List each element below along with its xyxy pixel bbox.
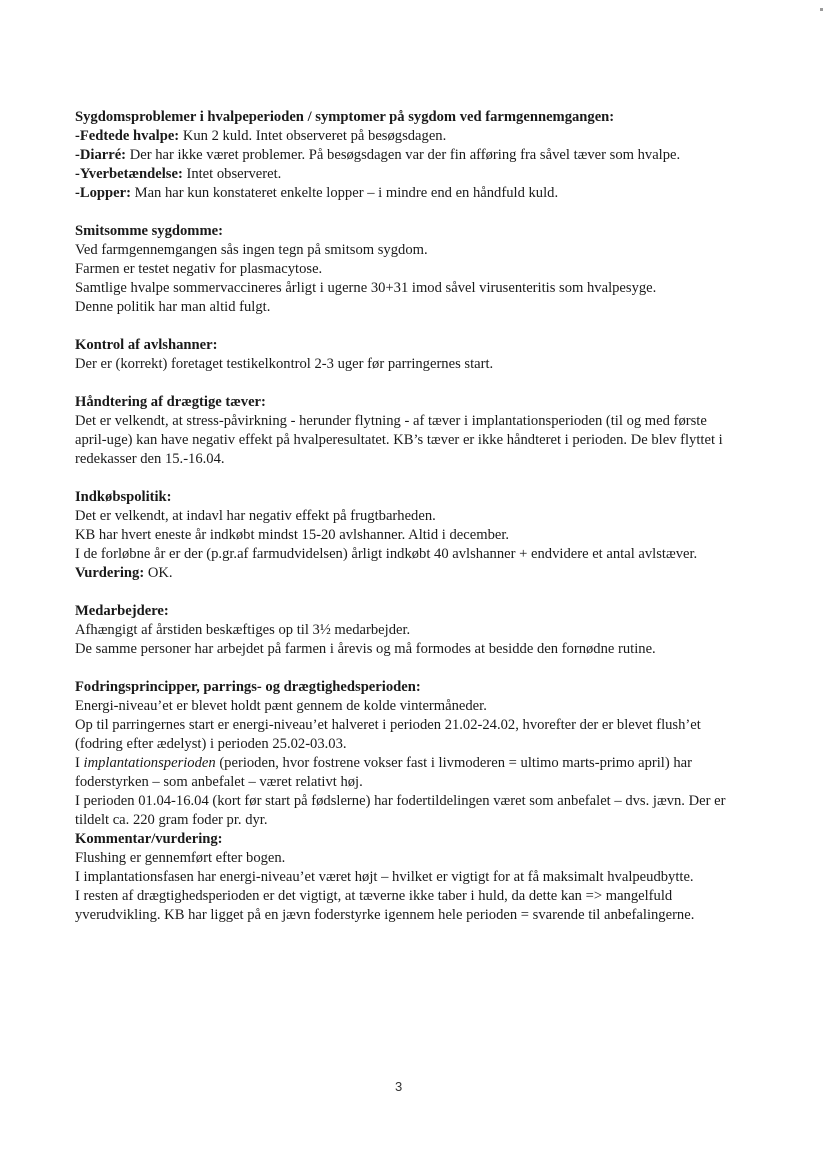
- paragraph-line: I perioden 01.04-16.04 (kort før start på fødslerne) har fodertildelingen været som anbefalet – dvs. jævn. Der er tildelt ca. 220 gram foder pr. dyr.: [75, 793, 726, 828]
- text-prefix: I: [75, 755, 84, 771]
- paragraph-line: Denne politik har man altid fulgt.: [75, 299, 271, 315]
- label-lopper: -Lopper:: [75, 185, 131, 201]
- heading-infectious-diseases: Smitsomme sygdomme:: [75, 223, 223, 239]
- section-purchasing-policy: [75, 488, 740, 583]
- paragraph-line: [75, 754, 740, 792]
- paragraph-line: I implantationsfasen har energi-niveau’et været højt – hvilket er vigtigt for at få maksimalt hvalpeudbytte.: [75, 869, 694, 885]
- text-vurdering: OK.: [144, 565, 173, 581]
- finding-lopper: [75, 184, 740, 203]
- heading-purchasing-policy: Indkøbspolitik:: [75, 489, 172, 505]
- paragraph-line: De samme personer har arbejdet på farmen i årevis og må formodes at besidde den fornødne rutine.: [75, 641, 656, 657]
- paragraph-line: Energi-niveau’et er blevet holdt pænt gennem de kolde vintermåneder.: [75, 698, 487, 714]
- heading-comment-assessment: Kommentar/vurdering:: [75, 831, 223, 847]
- paragraph-line: Det er velkendt, at indavl har negativ effekt på frugtbarheden.: [75, 508, 436, 524]
- heading-male-control: Kontrol af avlshanner:: [75, 337, 218, 353]
- paragraph-text: Det er velkendt, at stress-påvirkning - herunder flytning - af tæver i implantationsperioden (til og med første april-uge) kan have negativ effekt på hvalperesultatet. KB’s tæver er ikke håndteret i perioden. De blev flyttet i redekasser den 15.-16.04.: [75, 413, 723, 467]
- heading-pregnant-females: Håndtering af drægtige tæver:: [75, 394, 266, 410]
- text-fedtede-hvalpe: Kun 2 kuld. Intet observeret på besøgsdagen.: [179, 128, 447, 144]
- section-infectious-diseases: [75, 222, 740, 317]
- section-pregnant-females: [75, 393, 740, 469]
- paragraph-line: Farmen er testet negativ for plasmacytose.: [75, 261, 323, 277]
- paragraph-line: I resten af drægtighedsperioden er det vigtigt, at tæverne ikke taber i huld, da dette kan => mangelfuld yverudvikling. KB har ligget på en jævn foderstyrke igennem hele perioden = svarende til anbefalingerne.: [75, 888, 695, 923]
- section-disease-problems: [75, 108, 740, 203]
- document-body: [75, 108, 740, 944]
- text-lopper: Man har kun konstateret enkelte lopper – i mindre end en håndfuld kuld.: [130, 185, 559, 201]
- text-yverbetaendelse: Intet observeret.: [182, 166, 282, 182]
- paragraph-line: Samtlige hvalpe sommervaccineres årligt i ugerne 30+31 imod såvel virusenteritis som hvalpesyge.: [75, 280, 657, 296]
- section-male-control: [75, 336, 740, 374]
- heading-staff: Medarbejdere:: [75, 603, 169, 619]
- paragraph-line: Der er (korrekt) foretaget testikelkontrol 2-3 uger før parringernes start.: [75, 356, 494, 372]
- label-diarre: -Diarré:: [75, 147, 127, 163]
- heading-disease-problems: Sygdomsproblemer i hvalpeperioden / symptomer på sygdom ved farmgennemgangen:: [75, 109, 615, 125]
- paragraph-line: Ved farmgennemgangen sås ingen tegn på smitsom sygdom.: [75, 242, 428, 258]
- paragraph-line: Afhængigt af årstiden beskæftiges op til 3½ medarbejder.: [75, 622, 411, 638]
- paragraph-line: Flushing er gennemført efter bogen.: [75, 850, 286, 866]
- finding-yverbetaendelse: [75, 165, 740, 184]
- text-diarre: Der har ikke været problemer. På besøgsdagen var der fin afføring fra såvel tæver som hvalpe.: [126, 147, 681, 163]
- section-comment-assessment: [75, 830, 740, 925]
- scan-edge-mark: [820, 8, 823, 11]
- page-number: 3: [395, 1079, 403, 1094]
- finding-fedtede-hvalpe: [75, 127, 740, 146]
- label-vurdering: Vurdering:: [75, 565, 145, 581]
- assessment-line: [75, 564, 740, 583]
- section-staff: [75, 602, 740, 659]
- label-fedtede-hvalpe: -Fedtede hvalpe:: [75, 128, 180, 144]
- paragraph-line: I de forløbne år er der (p.gr.af farmudvidelsen) årligt indkøbt 40 avlshanner + endvidere et antal avlstæver.: [75, 546, 698, 562]
- finding-diarre: [75, 146, 740, 165]
- paragraph-line: KB har hvert eneste år indkøbt mindst 15-20 avlshanner. Altid i december.: [75, 527, 510, 543]
- paragraph-line: Op til parringernes start er energi-niveau’et halveret i perioden 21.02-24.02, hvorefter der er blevet flush’et (fodring efter ædelyst) i perioden 25.02-03.03.: [75, 717, 701, 752]
- label-yverbetaendelse: -Yverbetændelse:: [75, 166, 183, 182]
- heading-feeding-principles: Fodringsprincipper, parrings- og drægtighedsperioden:: [75, 679, 421, 695]
- section-feeding-principles: [75, 678, 740, 830]
- text-suffix: (perioden, hvor fostrene vokser fast i livmoderen = ultimo marts-primo april) har foderstyrken – som anbefalet – været relativt høj.: [75, 755, 692, 790]
- italic-term: implantationsperioden: [83, 755, 216, 771]
